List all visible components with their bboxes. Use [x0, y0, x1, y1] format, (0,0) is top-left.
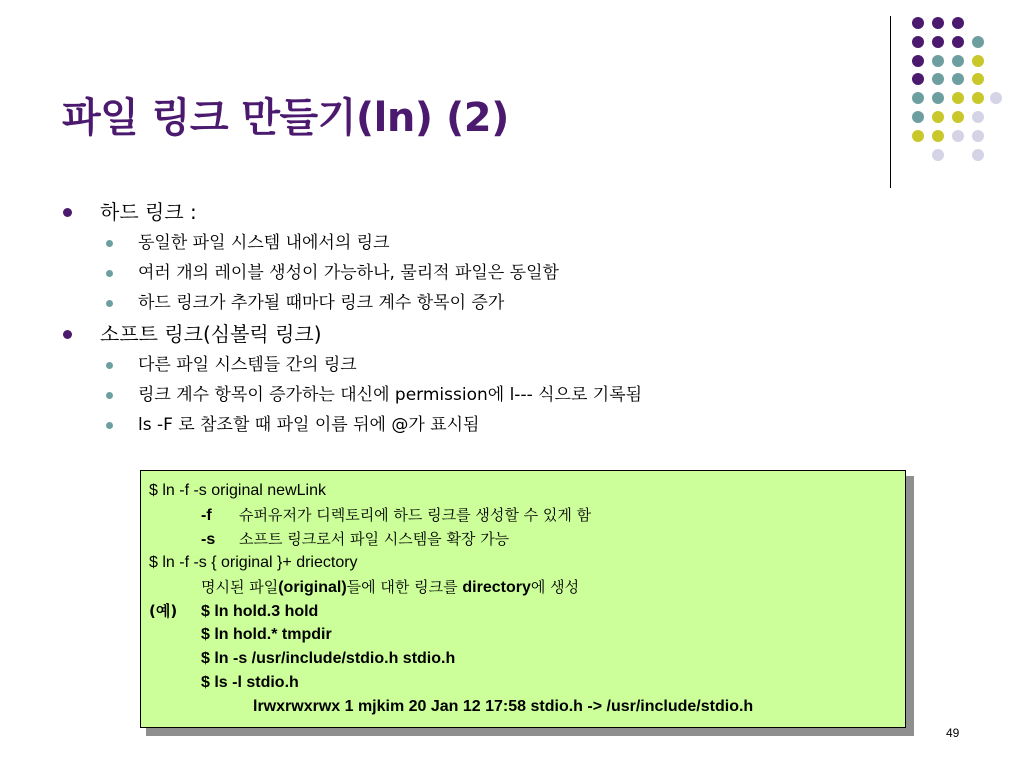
- grid-dot: [912, 92, 924, 104]
- sub-bullet-text: 동일한 파일 시스템 내에서의 링크: [138, 233, 390, 253]
- bullet-dot-icon: [63, 330, 72, 339]
- sub-bullet: [62, 350, 922, 380]
- grid-dot: [912, 17, 924, 29]
- bullet-dot-icon: [63, 208, 72, 217]
- grid-dot: [972, 111, 984, 123]
- sub-bullet-dot-icon: [106, 392, 113, 399]
- grid-dot: [972, 73, 984, 85]
- example-line-2: $ ln hold.* tmpdir: [201, 626, 332, 643]
- grid-dot: [972, 55, 984, 67]
- grid-dot: [912, 36, 924, 48]
- grid-dot: [952, 73, 964, 85]
- grid-dot: [932, 130, 944, 142]
- example-output-line: lrwxrwxrwx 1 mjkim 20 Jan 12 17:58 stdio.h -> /usr/include/stdio.h: [253, 698, 754, 715]
- example-line-3: $ ln -s /usr/include/stdio.h stdio.h: [201, 650, 456, 667]
- grid-dot: [932, 36, 944, 48]
- sub-bullet-dot-icon: [106, 300, 113, 307]
- option-s-description: 소프트 링크로서 파일 시스템을 확장 가능: [239, 530, 510, 548]
- example-line-4: $ ls -l stdio.h: [201, 674, 299, 691]
- desc-part-bold: (original): [278, 579, 347, 596]
- sub-bullet-text: 다른 파일 시스템들 간의 링크: [138, 355, 357, 375]
- sub-bullet-text: 여러 개의 레이블 생성이 가능하나, 물리적 파일은 동일함: [138, 263, 559, 283]
- grid-dot: [932, 55, 944, 67]
- grid-dot: [952, 55, 964, 67]
- option-f-description: 슈퍼유저가 디렉토리에 하드 링크를 생성할 수 있게 함: [239, 506, 592, 524]
- grid-dot: [972, 36, 984, 48]
- sub-bullet: [62, 410, 922, 440]
- sub-bullet-text: ls -F 로 참조할 때 파일 이름 뒤에 @가 표시됨: [138, 415, 480, 435]
- grid-dot: [972, 149, 984, 161]
- sub-bullet: [62, 228, 922, 258]
- grid-dot: [952, 130, 964, 142]
- example-label: (예): [149, 602, 178, 620]
- sub-bullet-dot-icon: [106, 240, 113, 247]
- page-number: 49: [946, 726, 960, 740]
- directory-description-line: [201, 575, 579, 599]
- bullet-text: 하드 링크 :: [100, 200, 197, 224]
- command-example-box: [140, 470, 906, 728]
- desc-part-bold: directory: [462, 579, 531, 596]
- example-command: $ ln hold.3 hold: [201, 603, 319, 620]
- grid-dot: [932, 149, 944, 161]
- grid-dot: [972, 130, 984, 142]
- sub-bullet-dot-icon: [106, 422, 113, 429]
- vertical-divider: [890, 16, 891, 188]
- bullet-soft-link: [62, 318, 922, 350]
- example-line-1: [149, 599, 318, 623]
- command-syntax-line-2: $ ln -f -s { original }+ driectory: [149, 554, 358, 571]
- grid-dot: [952, 111, 964, 123]
- sub-bullet: [62, 258, 922, 288]
- option-f-line: [201, 503, 591, 527]
- bullet-hard-link: [62, 196, 922, 228]
- sub-bullet-dot-icon: [106, 270, 113, 277]
- grid-dot: [912, 111, 924, 123]
- grid-dot: [952, 92, 964, 104]
- bullet-list: [62, 196, 922, 440]
- grid-dot: [912, 55, 924, 67]
- option-s-line: [201, 527, 509, 551]
- grid-dot: [952, 17, 964, 29]
- grid-dot: [932, 73, 944, 85]
- desc-part: 명시된 파일: [201, 578, 279, 596]
- slide-title: 파일 링크 만들기(ln) (2): [62, 95, 509, 141]
- option-s-flag: -s: [201, 531, 216, 548]
- sub-bullet-text: 링크 계수 항목이 증가하는 대신에 permission에 l--- 식으로 기록됨: [138, 385, 643, 405]
- option-f-flag: -f: [201, 507, 212, 524]
- grid-dot: [952, 36, 964, 48]
- grid-dot: [932, 17, 944, 29]
- desc-part: 들에 대한 링크를: [346, 578, 463, 596]
- grid-dot: [912, 73, 924, 85]
- grid-dot: [932, 111, 944, 123]
- grid-dot: [972, 92, 984, 104]
- grid-dot: [990, 92, 1002, 104]
- bullet-text: 소프트 링크(심볼릭 링크): [100, 322, 322, 346]
- sub-bullet: [62, 380, 922, 410]
- sub-bullet-dot-icon: [106, 362, 113, 369]
- sub-bullet: [62, 288, 922, 318]
- grid-dot: [932, 92, 944, 104]
- grid-dot: [912, 130, 924, 142]
- desc-part: 에 생성: [530, 578, 580, 596]
- command-syntax-line: $ ln -f -s original newLink: [149, 482, 326, 499]
- sub-bullet-text: 하드 링크가 추가될 때마다 링크 계수 항목이 증가: [138, 293, 505, 313]
